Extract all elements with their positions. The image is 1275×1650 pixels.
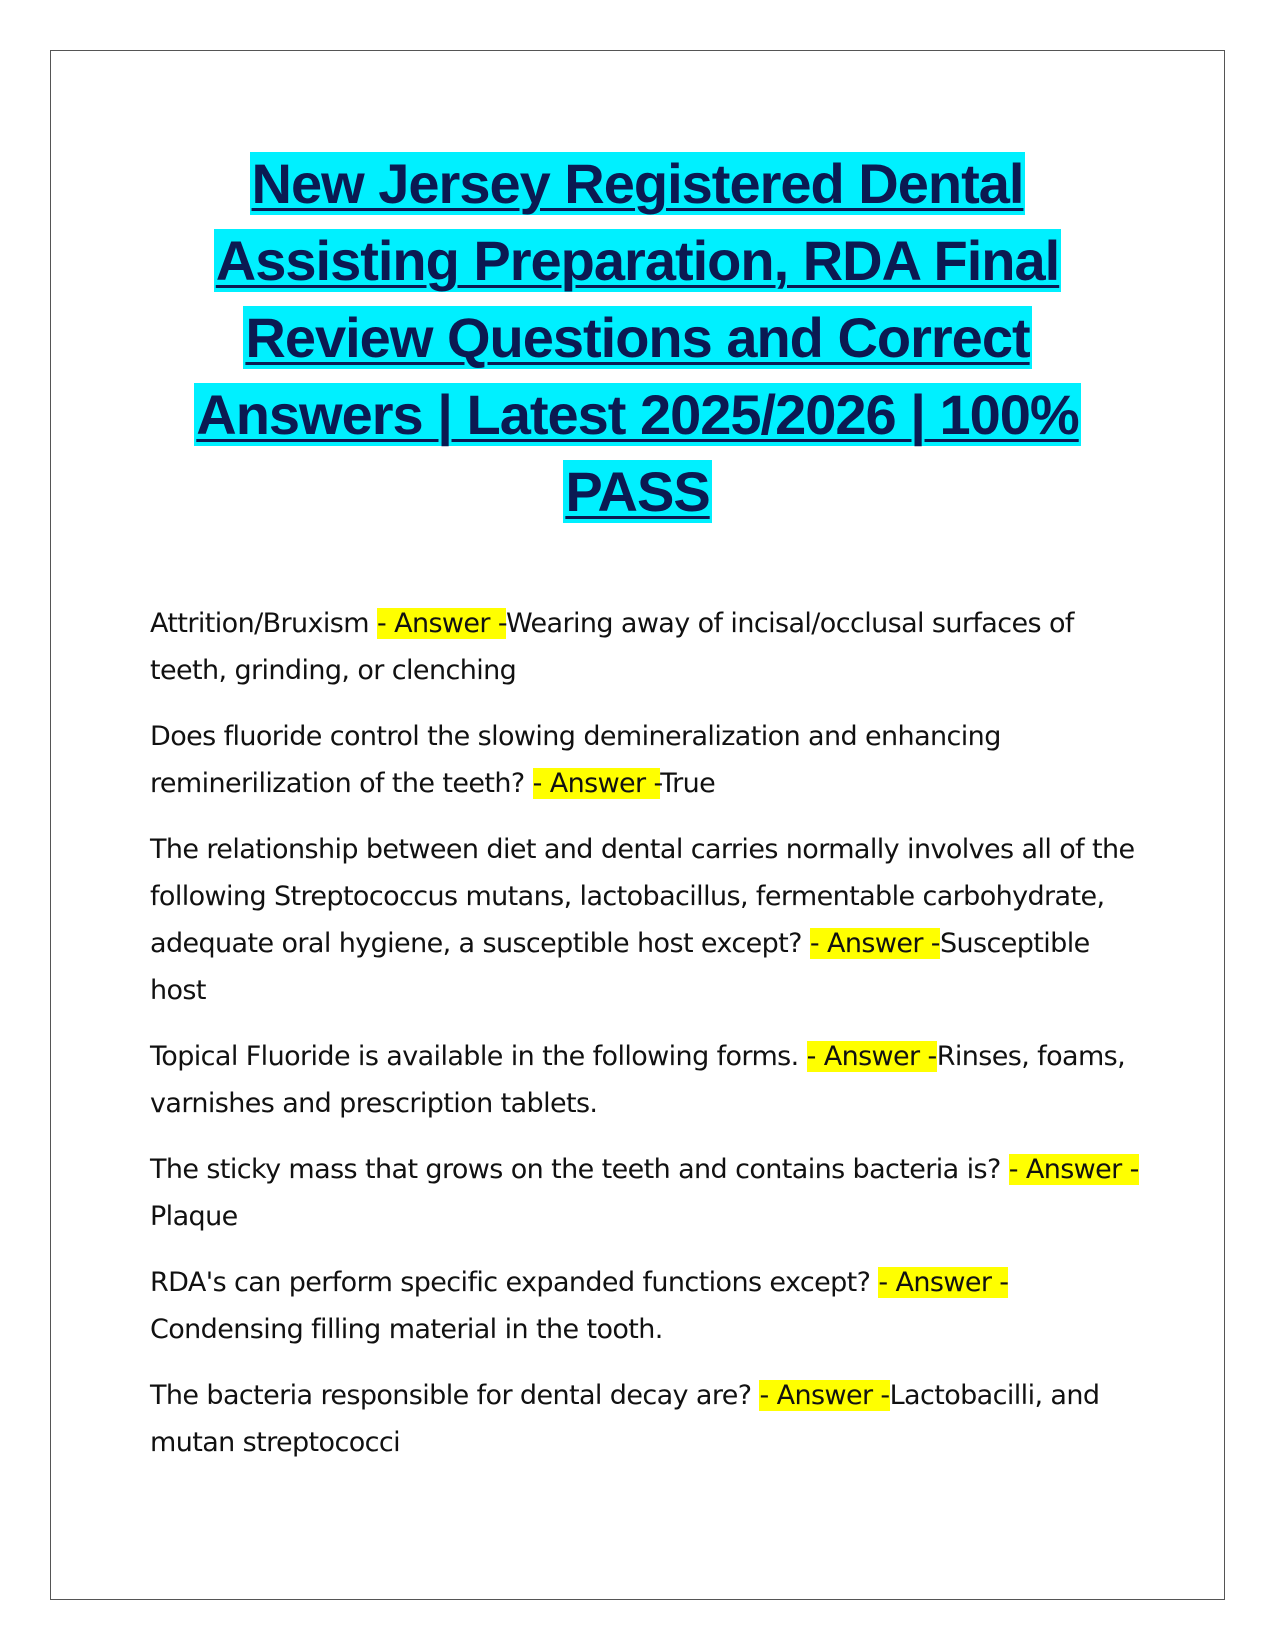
answer-marker: - Answer - — [806, 1041, 937, 1072]
question-text: The relationship between diet and dental carries normally involves all of the following Streptococcus mutans, lactobacillus, fermentable carbohydrate, adequate oral hygiene, a susceptible host except? — [150, 834, 1135, 959]
answer-text: Susceptible host — [150, 928, 1090, 1006]
answer-text: Condensing filling material in the tooth. — [150, 1314, 663, 1345]
document-title — [140, 145, 1135, 530]
qa-item — [150, 1259, 1140, 1353]
answer-text: Wearing away of incisal/occlusal surfaces of teeth, grinding, or clenching — [150, 608, 1074, 686]
answer-marker: - Answer - — [759, 1380, 890, 1411]
answer-marker: - Answer - — [878, 1267, 1009, 1298]
answer-marker: - Answer - — [809, 928, 940, 959]
answer-text: Plaque — [150, 1201, 238, 1232]
qa-item — [150, 1372, 1140, 1466]
question-text: The bacteria responsible for dental decay are? — [150, 1380, 760, 1411]
answer-text: Rinses, foams, varnishes and prescription tablets. — [150, 1041, 1126, 1119]
question-text: The sticky mass that grows on the teeth and contains bacteria is? — [150, 1154, 1009, 1185]
qa-item — [150, 1033, 1140, 1127]
title-text: New Jersey Registered Dental Assisting Preparation, RDA Final Review Questions and Correct Answers | Latest 2025/2026 | 100% PASS — [196, 152, 1079, 523]
answer-marker: - Answer - — [532, 768, 661, 799]
question-text: Topical Fluoride is available in the following forms. — [150, 1041, 807, 1072]
qa-list — [150, 600, 1140, 1485]
question-text: RDA's can perform specific expanded functions except? — [150, 1267, 879, 1298]
qa-item — [150, 1146, 1140, 1240]
qa-item — [150, 600, 1140, 694]
answer-text: Lactobacilli, and mutan streptococci — [150, 1380, 1100, 1458]
answer-marker: - Answer - — [1008, 1154, 1139, 1185]
question-text: Does fluoride control the slowing demineralization and enhancing reminerilization of the teeth? — [150, 721, 1001, 799]
answer-text: True — [660, 768, 716, 799]
qa-item — [150, 826, 1140, 1014]
question-text: Attrition/Bruxism — [150, 608, 377, 639]
answer-marker: - Answer - — [376, 608, 506, 639]
qa-item — [150, 713, 1140, 807]
